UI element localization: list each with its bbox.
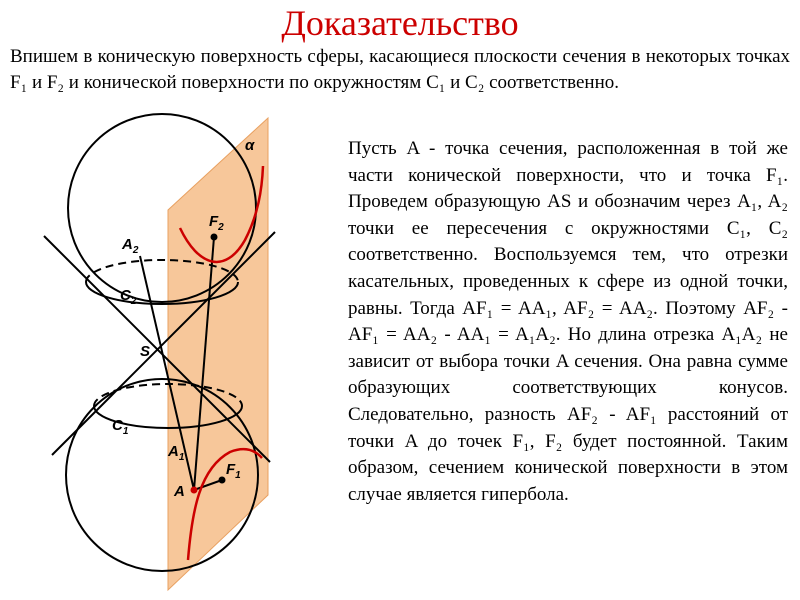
- page-title: Доказательство: [281, 3, 519, 43]
- label-a1: $A_1$: [168, 443, 185, 463]
- label-f2: $F_2$: [209, 213, 224, 233]
- label-c2: $C_2$: [120, 287, 137, 307]
- point-a: [191, 487, 198, 494]
- cone-spheres-figure: [0, 110, 345, 600]
- label-alpha: α: [245, 137, 255, 154]
- label-f1: $F_1$: [226, 461, 241, 481]
- point-f1: [219, 477, 226, 484]
- label-c1: $C_1$: [112, 417, 129, 437]
- intro-paragraph: Впишем в коническую поверхность сферы, касающиеся плоскости сечения в некоторых точках F₁ и F₂ и конической поверхности по окружностям C₁ и C₂ соответственно.: [10, 46, 790, 93]
- label-a2: $A_2$: [122, 236, 139, 256]
- point-f2: [211, 234, 218, 241]
- label-a: A: [174, 483, 185, 500]
- proof-paragraph: Пусть A - точка сечения, расположенная в той же части конической поверхности, что и точка F₁. Проведем образующую AS и обозначим через A₁, A₂ точки ее пересечения с окружностями C₁, C₂ соответственно. Воспользуемся тем, что отрезки касательных, проведенных к сфере из одной точки, равны. Тогда AF₁ = AA₁, AF₂ = AA₂. Поэтому AF₂ - AF₁ = AA₂ - AA₁ = A₁A₂. Но длина отрезка A₁A₂ не зависит от выбора точки A сечения. Она равна сумме образующих соответствующих конусов. Следовательно, разность AF₂ - AF₁ расстояний от точки A до точек F₁, F₂ будет постоянной. Таким образом, сечением конической поверхности в этом случае является гипербола.: [348, 138, 788, 505]
- label-s: S: [140, 343, 151, 360]
